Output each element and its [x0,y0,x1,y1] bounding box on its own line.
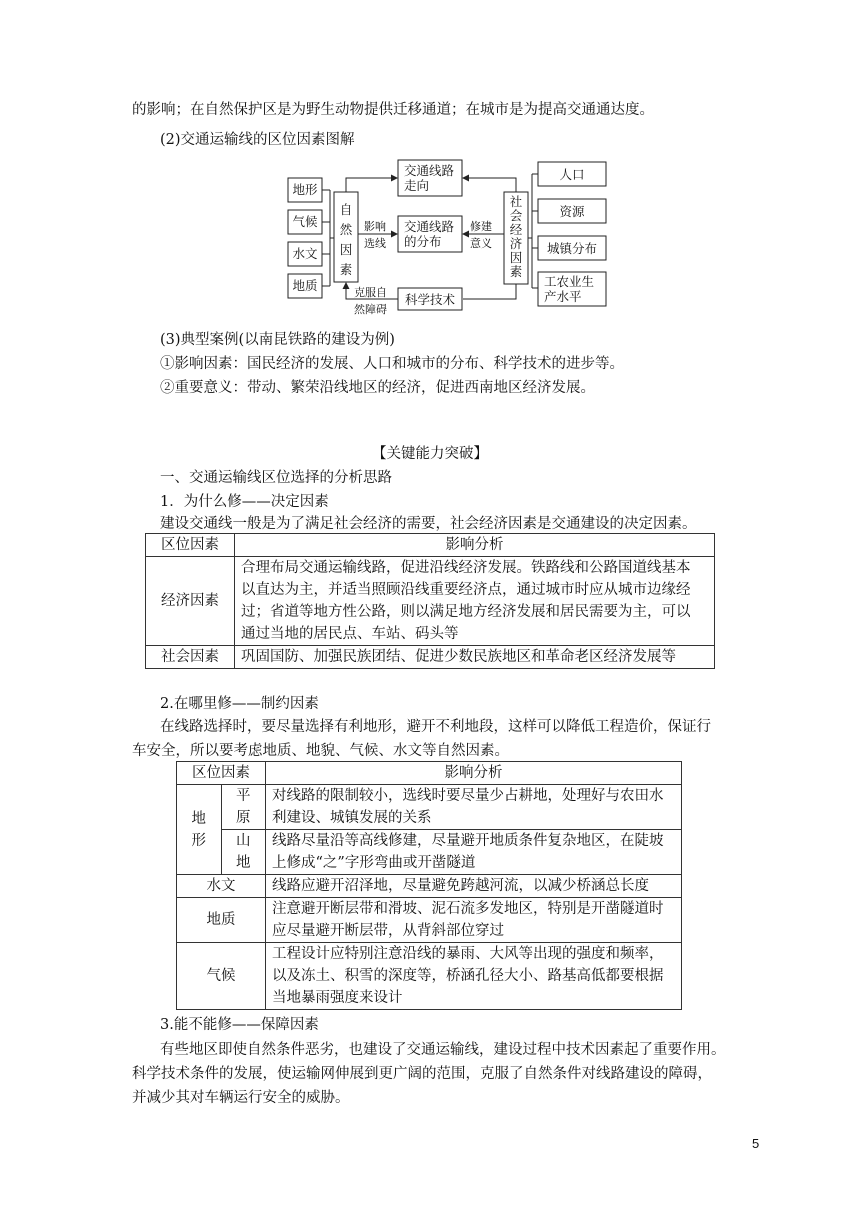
part2-heading: 2.在哪里修——制约因素 [160,696,319,712]
left-item-0: 地形 [292,182,318,197]
left-item-2: 水文 [292,246,318,261]
location-factor-diagram [280,152,620,320]
label-overcome-2: 然障碍 [354,303,387,316]
case-point-1: ①影响因素：国民经济的发展、人口和城市的分布、科学技术的进步等。 [160,356,624,372]
mountain-char-2: 地 [236,855,251,871]
geology-line-2: 应尽量避开断层带，从背斜部位穿过 [272,923,504,939]
economic-line-2: 以直达为主，并适当照顾沿线重要经济点，通过城市时应从城市边缘经 [241,582,691,598]
table1-header-analysis: 影响分析 [235,534,715,557]
natural-char-3: 素 [339,262,353,277]
economic-line-1: 合理布局交通运输线路，促进沿线经济发展。铁路线和公路国道线基本 [241,560,691,576]
case-title: (3)典型案例(以南昆铁路的建设为例) [160,332,395,348]
table2-geology: 地质 [177,898,266,943]
right-item-0: 人口 [559,167,585,182]
table1-header-factor: 区位因素 [146,534,235,557]
section-title: 【关键能力突破】 [372,446,488,462]
plain-line-2: 利建设、城镇发展的关系 [272,810,432,826]
part2-text-2: 车安全，所以要考虑地质、地貌、气候、水文等自然因素。 [132,743,509,759]
decisive-factor-table [145,533,715,669]
climate-line-2: 以及冻土、积雪的深度等，桥涵孔径大小、路基高低都要根据 [272,968,664,984]
table2-mountain-analysis [266,830,682,875]
label-construct-1: 修建 [470,220,492,233]
intro-line-2: (2)交通运输线的区位因素图解 [160,132,355,148]
economic-line-3: 过；省道等地方性公路，则以满足地方经济发展和居民需要为主，可以 [241,604,691,620]
table2-plain [221,785,266,830]
right-item-2: 城镇分布 [546,241,598,256]
plain-char-2: 原 [236,810,251,826]
table1-factor-economic: 经济因素 [146,557,235,646]
left-item-1: 气候 [292,214,318,229]
climate-line-1: 工程设计应特别注意沿线的暴雨、大风等出现的强度和频率， [272,946,664,962]
table2-hydrology-analysis [266,875,682,898]
table2-plain-analysis [266,785,682,830]
right-item-3-line-2: 产水平 [544,289,582,304]
social-line-1: 巩固国防、加强民族团结、促进少数民族地区和革命老区经济发展等 [241,649,676,665]
climate-line-3: 当地暴雨强度来设计 [272,990,403,1006]
social-char-3: 济 [509,236,523,251]
mountain-line-1: 线路尽量沿等高线修建，尽量避开地质条件复杂地区，在陡坡 [272,833,664,849]
natural-char-2: 因 [339,242,353,257]
page-number: 5 [752,1136,760,1151]
table2-terrain [177,785,222,875]
economic-line-4: 通过当地的居民点、车站、码头等 [241,626,459,642]
table2-header-factor: 区位因素 [177,762,266,785]
table2-hydrology: 水文 [177,875,266,898]
social-char-5: 素 [509,264,523,279]
part1-heading: 1．为什么修——决定因素 [160,494,329,510]
table2-header-analysis: 影响分析 [266,762,682,785]
section-subtitle: 一、交通运输线区位选择的分析思路 [160,470,392,486]
table1-analysis-economic [235,557,715,646]
label-influence-2: 选线 [364,237,386,250]
table2-mountain [221,830,266,875]
part2-text-1: 在线路选择时，要尽量选择有利地形，避开不利地段，这样可以降低工程造价，保证行 [160,719,711,735]
social-char-0: 社 [509,194,523,209]
label-influence-1: 影响 [364,220,386,233]
natural-char-1: 然 [339,222,353,237]
natural-char-0: 自 [339,202,353,217]
part3-line-3: 并减少其对车辆运行安全的威胁。 [132,1090,350,1106]
center-top-line-1: 交通线路 [404,163,455,178]
table2-climate: 气候 [177,943,266,1010]
label-overcome-1: 克服自 [354,286,387,299]
case-point-2: ②重要意义：带动、繁荣沿线地区的经济，促进西南地区经济发展。 [160,380,595,396]
right-item-1: 资源 [559,204,585,219]
mountain-line-2: 上修成“之”字形弯曲或开凿隧道 [272,855,476,871]
terrain-char-1: 地 [191,810,206,827]
center-top-line-2: 走向 [404,178,430,193]
part3-line-1: 有些地区即使自然条件恶劣，也建设了交通运输线，建设过程中技术因素起了重要作用。 [160,1042,726,1058]
plain-line-1: 对线路的限制较小，选线时要尽量少占耕地，处理好与农田水 [272,788,664,804]
table1-factor-social: 社会因素 [146,646,235,669]
social-char-1: 会 [509,208,523,223]
left-item-3: 地质 [292,278,318,293]
terrain-char-2: 形 [191,832,206,849]
social-char-2: 经 [509,222,523,237]
table1-analysis-social [235,646,715,669]
table2-climate-analysis [266,943,682,1010]
constraint-factor-table [176,761,682,1010]
mountain-char-1: 山 [236,833,251,849]
part3-line-2: 科学技术条件的发展，使运输网伸展到更广阔的范围，克服了自然条件对线路建设的障碍， [132,1066,712,1082]
part1-text: 建设交通线一般是为了满足社会经济的需要，社会经济因素是交通建设的决定因素。 [160,516,697,532]
hydrology-line-1: 线路应避开沼泽地，尽量避免跨越河流，以减少桥涵总长度 [272,878,649,894]
intro-line-1: 的影响；在自然保护区是为野生动物提供迁移通道；在城市是为提高交通通达度。 [132,102,654,118]
geology-line-1: 注意避开断层带和滑坡、泥石流多发地区，特别是开凿隧道时 [272,901,664,917]
table2-geology-analysis [266,898,682,943]
label-construct-2: 意义 [470,237,492,250]
center-mid-line-2: 的分布 [404,234,442,249]
center-mid-line-1: 交通线路 [404,219,455,234]
social-char-4: 因 [509,250,523,265]
plain-char-1: 平 [236,788,251,804]
part3-heading: 3.能不能修——保障因素 [160,1017,319,1033]
center-bottom: 科学技术 [404,292,456,307]
right-item-3-line-1: 工农业生 [544,274,595,289]
